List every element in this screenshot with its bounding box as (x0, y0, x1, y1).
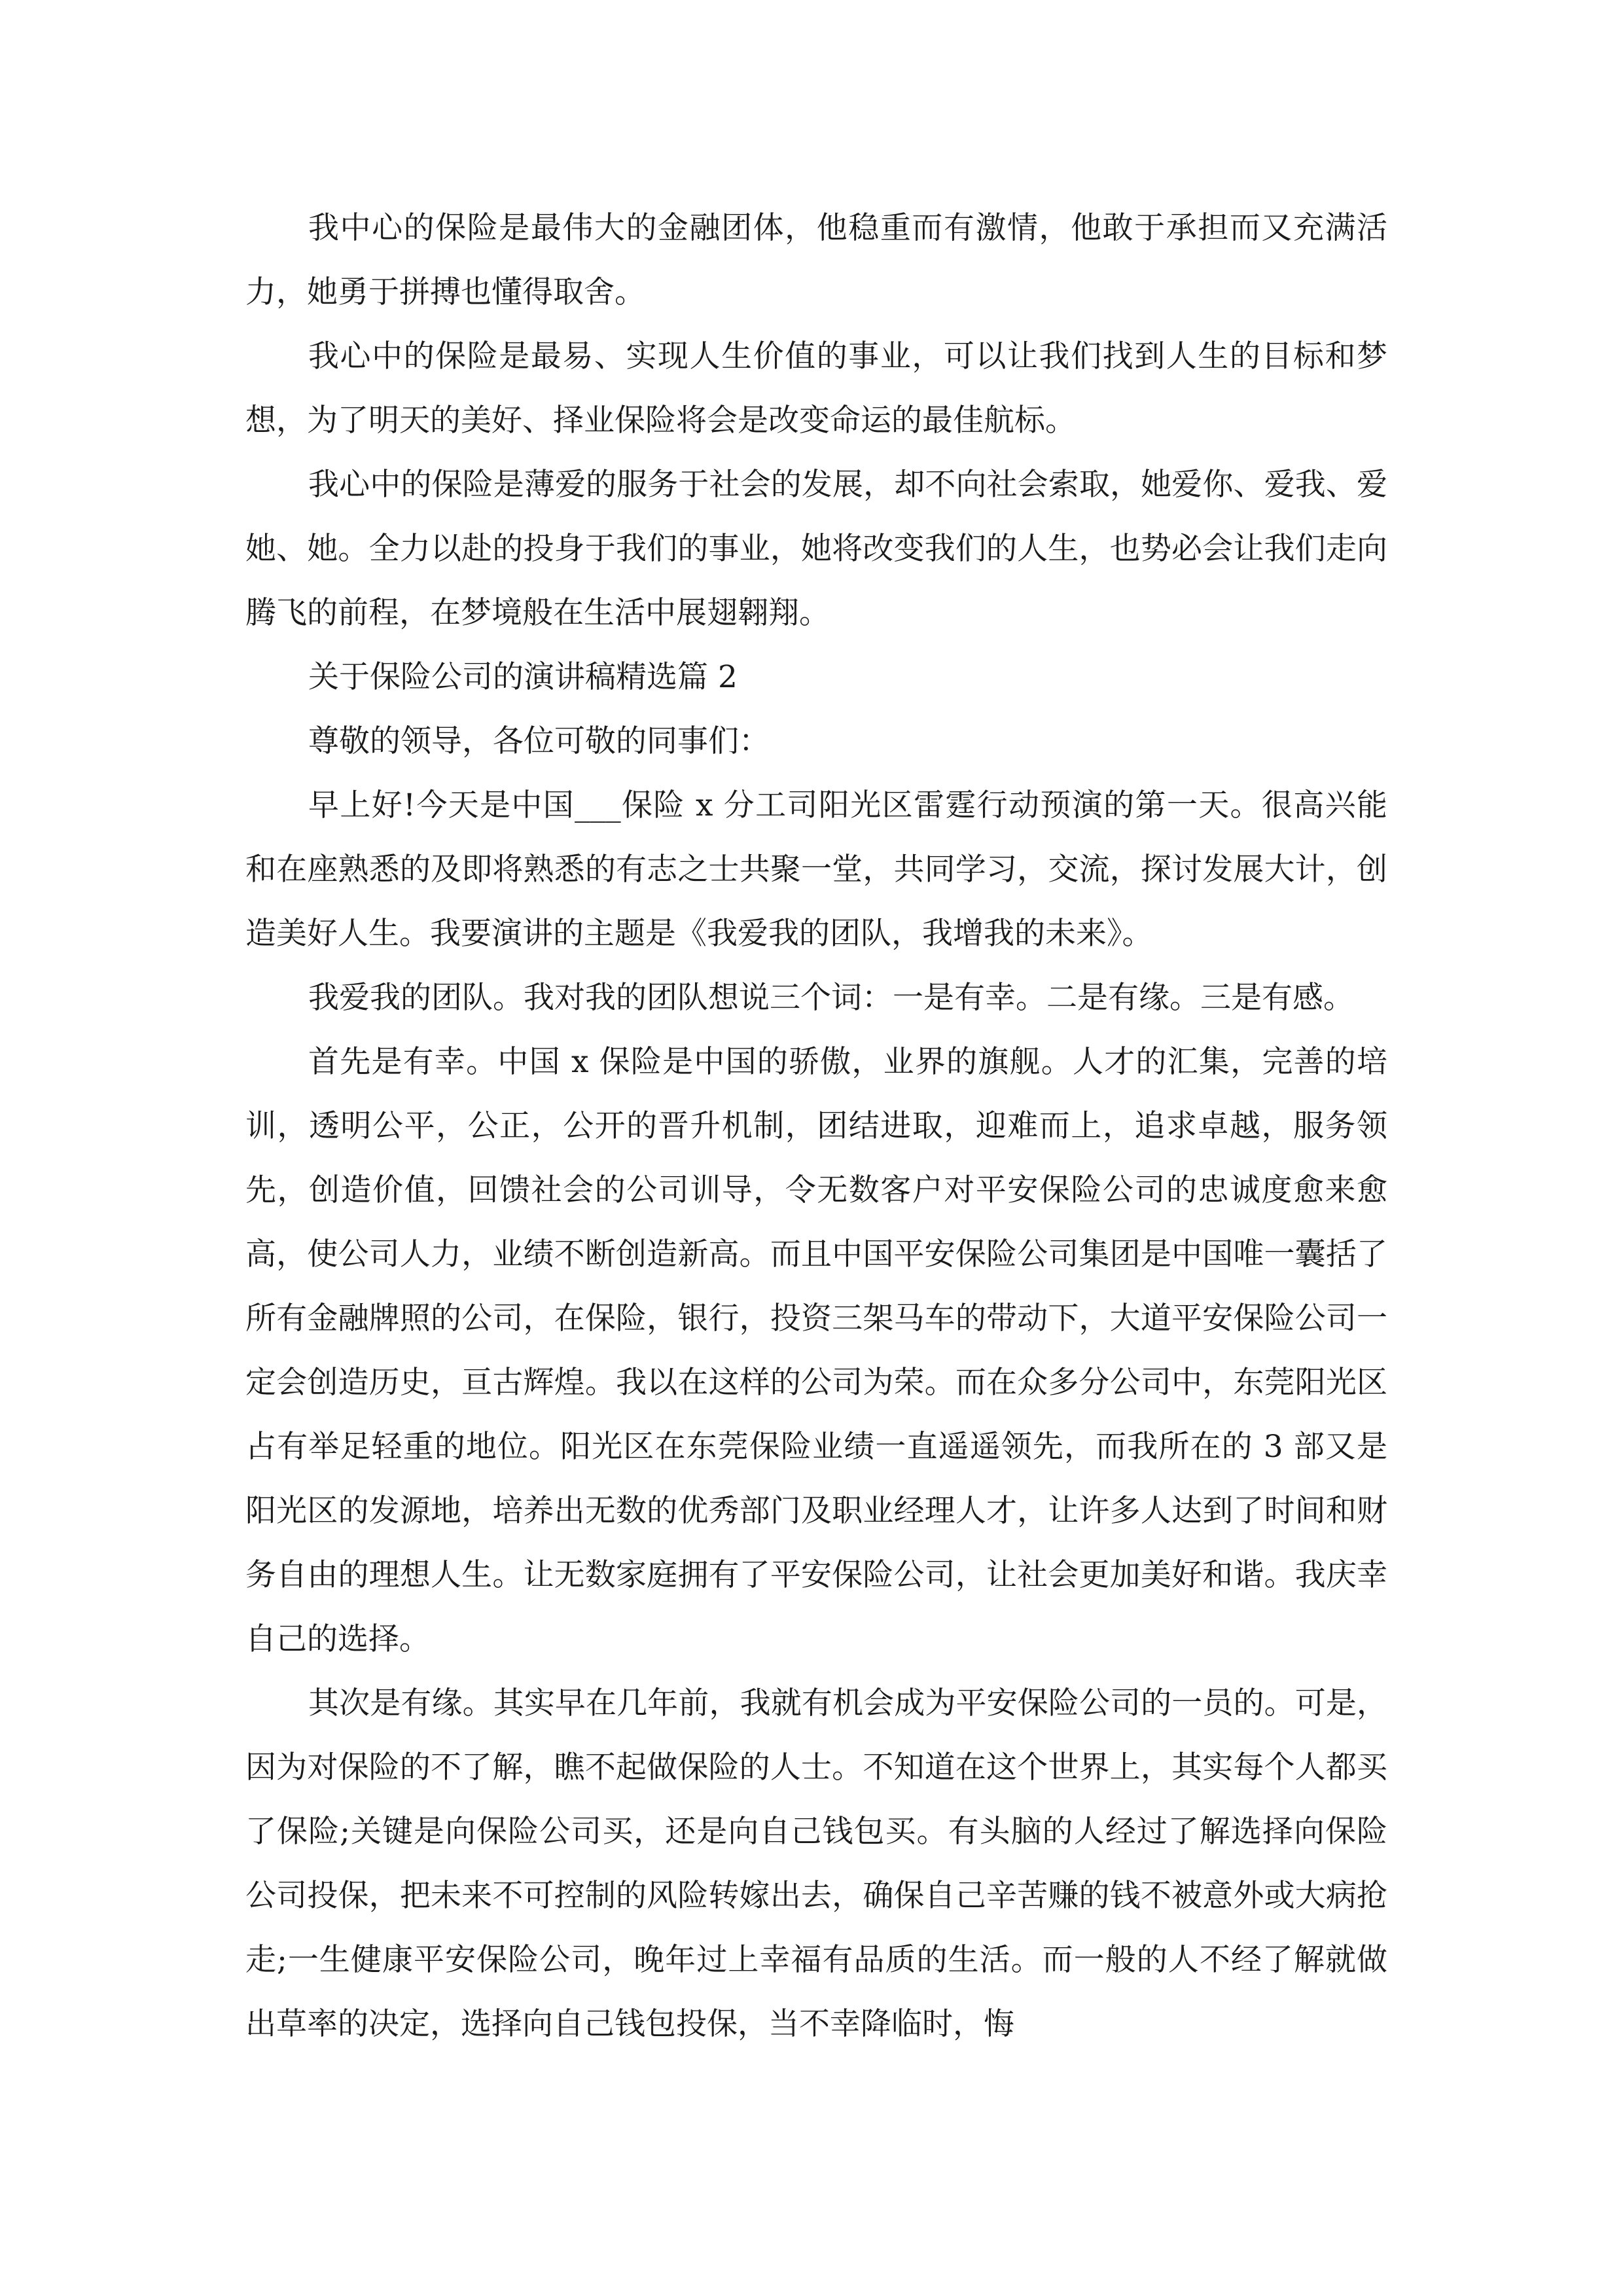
paragraph: 我爱我的团队。我对我的团队想说三个词：一是有幸。二是有缘。三是有感。 (308, 980, 1354, 1016)
greeting: 尊敬的领导，各位可敬的同事们： (308, 723, 770, 759)
paragraph: 我中心的保险是最伟大的金融团体，他稳重而有激情，他敢于承担而又充满活力，她勇于拼搏也懂得取舍。 (245, 210, 1387, 310)
paragraph: 其次是有缘。其实早在几年前，我就有机会成为平安保险公司的一员的。可是，因为对保险的不了解，瞧不起做保险的人士。不知道在这个世界上，其实每个人都买了保险;关键是向保险公司买，还是向自己钱包买。有头脑的人经过了解选择向保险公司投保，把未来不可控制的风险转嫁出去，确保自己辛苦赚的钱不被意外或大病抢走;一生健康平安保险公司，晚年过上幸福有品质的生活。而一般的人不经了解就做出草率的决定，选择向自己钱包投保，当不幸降临时，悔 (245, 1685, 1387, 2042)
section-heading: 关于保险公司的演讲稿精选篇 2 (308, 659, 738, 695)
document-body (245, 196, 1387, 2056)
paragraph: 我心中的保险是最易、实现人生价值的事业，可以让我们找到人生的目标和梦想，为了明天的美好、择业保险将会是改变命运的最佳航标。 (245, 338, 1387, 439)
paragraph: 首先是有幸。中国 x 保险是中国的骄傲，业界的旗舰。人才的汇集，完善的培训，透明公平，公正，公开的晋升机制，团结进取，迎难而上，追求卓越，服务领先，创造价值，回馈社会的公司训导，令无数客户对平安保险公司的忠诚度愈来愈高，使公司人力，业绩不断创造新高。而且中国平安保险公司集团是中国唯一囊括了所有金融牌照的公司，在保险，银行，投资三架马车的带动下，大道平安保险公司一定会创造历史，亘古辉煌。我以在这样的公司为荣。而在众多分公司中，东莞阳光区占有举足轻重的地位。阳光区在东莞保险业绩一直遥遥领先，而我所在的 3 部又是阳光区的发源地，培养出无数的优秀部门及职业经理人才，让许多人达到了时间和财务自由的理想人生。让无数家庭拥有了平安保险公司，让社会更加美好和谐。我庆幸自己的选择。 (245, 1044, 1387, 1657)
paragraph: 我心中的保险是薄爱的服务于社会的发展，却不向社会索取，她爱你、爱我、爱她、她。全力以赴的投身于我们的事业，她将改变我们的人生，也势必会让我们走向腾飞的前程，在梦境般在生活中展翅翱翔。 (245, 467, 1387, 631)
paragraph: 早上好!今天是中国___保险 x 分工司阳光区雷霆行动预演的第一天。很高兴能和在座熟悉的及即将熟悉的有志之士共聚一堂，共同学习，交流，探讨发展大计，创造美好人生。我要演讲的主题是《我爱我的团队，我增我的未来》。 (245, 787, 1387, 952)
